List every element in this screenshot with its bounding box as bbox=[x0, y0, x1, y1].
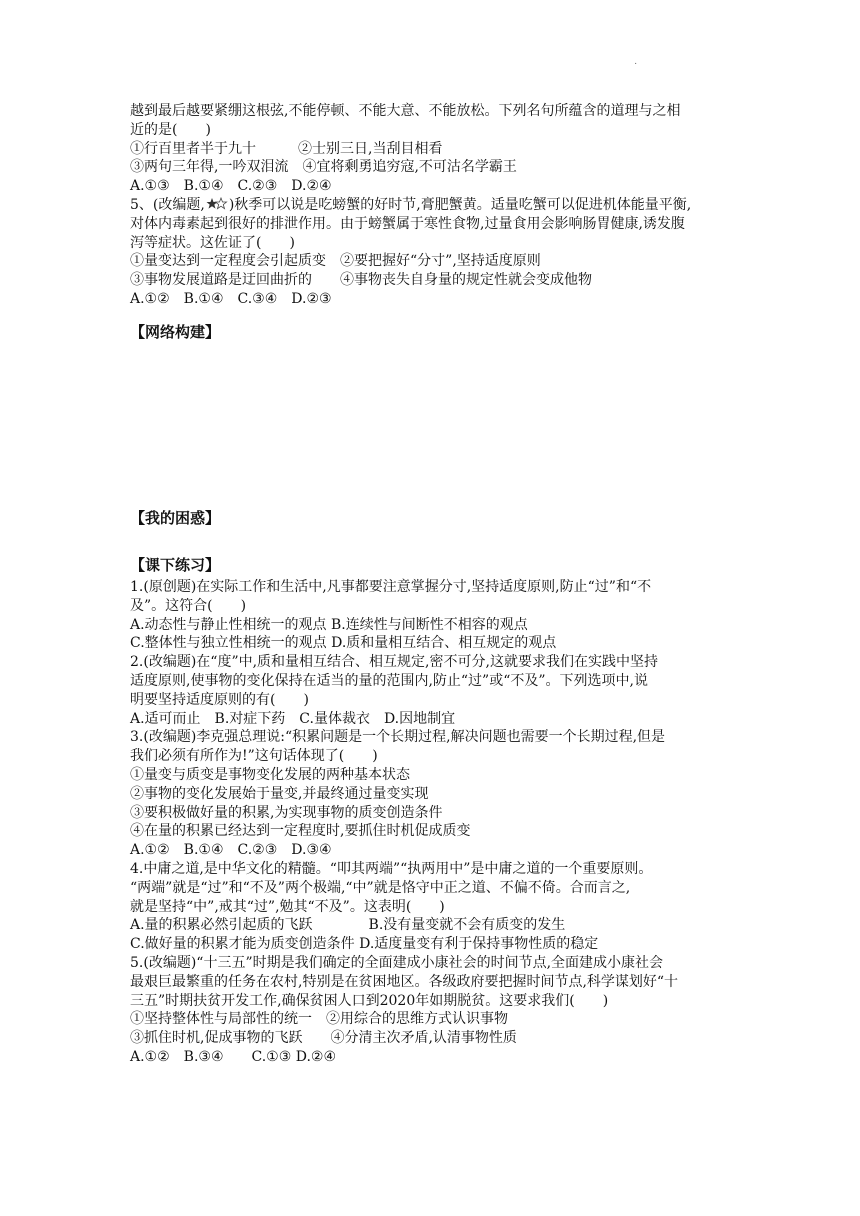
text-line: ③要积极做好量的积累,为实现事物的质变创造条件 bbox=[130, 804, 443, 821]
question-5-suffix: )秋季可以说是吃螃蟹的好时节,膏肥蟹黄。适量吃蟹可以促进机体能量平衡, bbox=[228, 196, 692, 213]
section-heading-confusion: 【我的困惑】 bbox=[130, 510, 221, 527]
text-line: 最艰巨最繁重的任务在农村,特别是在贫困地区。各级政府要把握时间节点,科学谋划好“十 bbox=[130, 973, 679, 990]
section-heading-network: 【网络构建】 bbox=[130, 324, 221, 341]
answer-options: A.①② B.①④ C.②③ D.③④ bbox=[130, 842, 332, 859]
text-line: 就是坚持“中”,戒其“过”,勉其“不及”。这表明( ) bbox=[130, 898, 445, 915]
practice-questions bbox=[130, 578, 730, 1067]
text-line: ①量变与质变是事物变化发展的两种基本状态 bbox=[130, 766, 410, 783]
text-line: 3.(改编题)李克强总理说:“积累问题是一个长期过程,解决问题也需要一个长期过程,但是 bbox=[130, 729, 666, 746]
text-line: ②事物的变化发展始于量变,并最终通过量变实现 bbox=[130, 785, 429, 802]
text-line: 对体内毒素起到很好的排泄作用。由于螃蟹属于寒性食物,过量食用会影响肠胃健康,诱发腹 bbox=[130, 215, 685, 232]
answer-options: C.整体性与独立性相统一的观点 D.质和量相互结合、相互规定的观点 bbox=[130, 635, 557, 652]
text-line: 适度原则,使事物的变化保持在适当的量的范围内,防止“过”或“不及”。下列选项中,说 bbox=[130, 672, 648, 689]
star-rating-icon bbox=[206, 197, 228, 217]
text-line: ③抓住时机,促成事物的飞跃 ④分清主次矛盾,认清事物性质 bbox=[130, 1030, 517, 1047]
answer-options: C.做好量的积累才能为质变创造条件 D.适度量变有利于保持事物性质的稳定 bbox=[130, 936, 599, 953]
question-5-first-line bbox=[130, 196, 730, 215]
answer-options: A.动态性与静止性相统一的观点 B.连续性与间断性不相容的观点 bbox=[130, 616, 528, 633]
text-line: 及”。这符合( ) bbox=[130, 597, 247, 614]
answer-options: A.量的积累必然引起质的飞跃 B.没有量变就不会有质变的发生 bbox=[130, 917, 566, 934]
section-heading-practice: 【课下练习】 bbox=[130, 557, 221, 574]
corner-mark: · bbox=[634, 58, 638, 69]
text-line: 我们必须有所作为!”这句话体现了( ) bbox=[130, 748, 378, 765]
answer-options: A.适可而止 B.对症下药 C.量体裁衣 D.因地制宜 bbox=[130, 710, 456, 727]
text-line: 泻等症状。这佐证了( ) bbox=[130, 234, 295, 251]
text-line: 近的是( ) bbox=[130, 121, 211, 138]
text-line: 1.(原创题)在实际工作和生活中,凡事都要注意掌握分寸,坚持适度原则,防止“过”和“不 bbox=[130, 579, 652, 595]
answer-options: A.①② B.①④ C.③④ D.②③ bbox=[130, 290, 332, 307]
text-line: 5.(改编题)“十三五”时期是我们确定的全面建成小康社会的时间节点,全面建成小康社会 bbox=[130, 954, 664, 971]
question-5-prefix: 5、(改编题, bbox=[130, 196, 205, 213]
top-question-block bbox=[130, 102, 730, 309]
text-line: 三五”时期扶贫开发工作,确保贫困人口到2020年如期脱贫。这要求我们( ) bbox=[130, 992, 609, 1009]
text-line: ①行百里者半于九十 ②士别三日,当刮目相看 bbox=[130, 140, 443, 157]
text-line: ③事物发展道路是迂回曲折的 ④事物丧失自身量的规定性就会变成他物 bbox=[130, 272, 592, 289]
answer-options: A.①③ B.①④ C.②③ D.②④ bbox=[130, 178, 332, 195]
text-line: 4.中庸之道,是中华文化的精髓。“叩其两端”“执两用中”是中庸之道的一个重要原则。 bbox=[130, 860, 653, 877]
text-line: ③两句三年得,一吟双泪流 ④宜将剩勇追穷寇,不可沽名学霸王 bbox=[130, 159, 517, 176]
text-line: 明要坚持适度原则的有( ) bbox=[130, 691, 309, 708]
text-line: 越到最后越要紧绷这根弦,不能停顿、不能大意、不能放松。下列名句所蕴含的道理与之相 bbox=[130, 103, 681, 119]
text-line: ①坚持整体性与局部性的统一 ②用综合的思维方式认识事物 bbox=[130, 1011, 508, 1028]
answer-options: A.①② B.③④ C.①③ D.②④ bbox=[130, 1048, 336, 1065]
text-line: 2.(改编题)在“度”中,质和量相互结合、相互规定,密不可分,这就要求我们在实践中坚持 bbox=[130, 654, 658, 671]
text-line: ①量变达到一定程度会引起质变 ②要把握好“分寸”,坚持适度原则 bbox=[130, 253, 541, 270]
text-line: “两端”就是“过”和“不及”两个极端,“中”就是恪守中正之道、不偏不倚。合而言之, bbox=[130, 879, 631, 896]
text-line: ④在量的积累已经达到一定程度时,要抓住时机促成质变 bbox=[130, 823, 471, 840]
